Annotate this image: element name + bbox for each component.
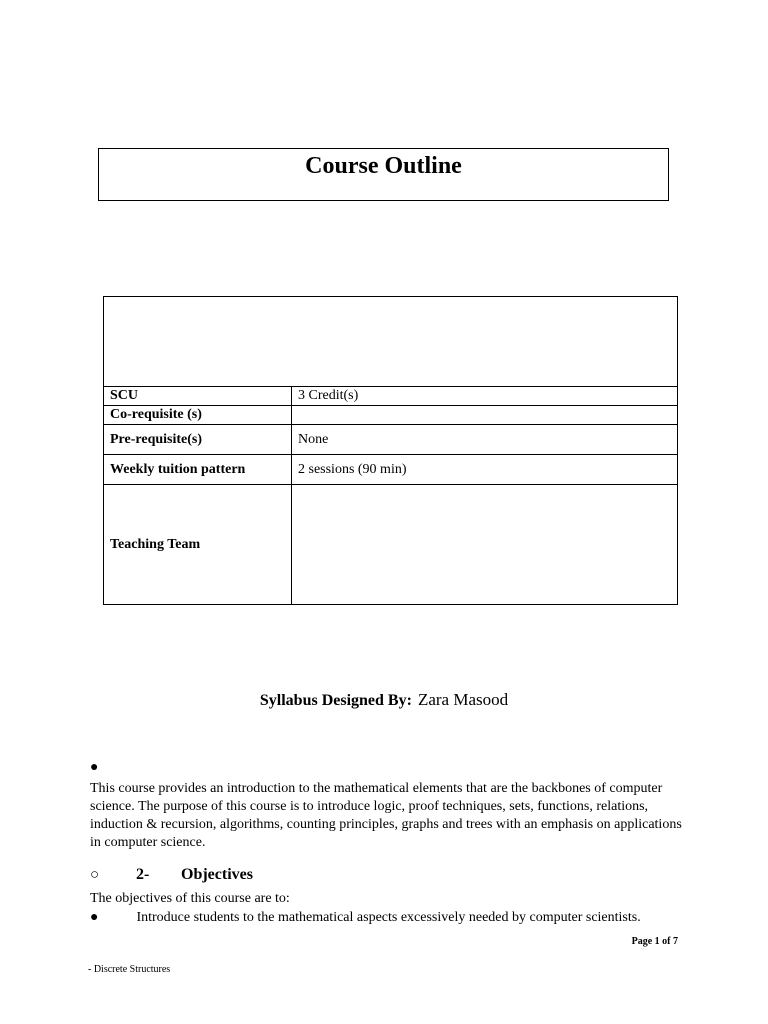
row-label: Weekly tuition pattern [104, 455, 292, 485]
page-of: of [662, 936, 671, 947]
footer-text: - Discrete Structures [88, 964, 171, 975]
row-value [292, 406, 678, 425]
table-row [104, 425, 678, 455]
bullet-icon: ● [90, 760, 99, 775]
page-label: Page [631, 936, 653, 947]
table-cell-blank [104, 297, 678, 387]
section-title: Objectives [181, 866, 253, 883]
table-row [104, 485, 678, 605]
row-value: None [292, 425, 678, 455]
row-value: 3 Credit(s) [292, 387, 678, 406]
page-current: 1 [654, 936, 660, 947]
table-row-blank [104, 297, 678, 387]
table-row [104, 406, 678, 425]
row-label: Pre-requisite(s) [104, 425, 292, 455]
course-info-table [103, 296, 678, 605]
page-total: 7 [673, 936, 678, 947]
page-title: Course Outline [305, 153, 462, 179]
page-number [560, 936, 678, 947]
table-row [104, 455, 678, 485]
row-label: Co-requisite (s) [104, 406, 292, 425]
syllabus-designer [0, 690, 768, 710]
row-label: Teaching Team [104, 485, 292, 605]
row-value [292, 485, 678, 605]
table-row [104, 387, 678, 406]
bullet-icon: ● [90, 910, 99, 925]
list-item-text: Introduce students to the mathematical aspects excessively needed by computer scientists. [136, 910, 641, 925]
list-item [90, 910, 641, 926]
objectives-heading [90, 866, 253, 884]
row-label: SCU [104, 387, 292, 406]
row-value: 2 sessions (90 min) [292, 455, 678, 485]
circle-bullet-icon: ○ [90, 867, 100, 883]
course-description: This course provides an introduction to the mathematical elements that are the backbones of computer science. The purpose of this course is to introduce logic, proof techniques, sets, functions, relations, induction & recursion, algorithms, counting principles, graphs and trees with an emphasis on applications in computer science. [90, 781, 682, 850]
objectives-intro: The objectives of this course are to: [90, 891, 290, 906]
title-box [98, 148, 669, 201]
section-number: 2- [136, 866, 150, 883]
designer-label: Syllabus Designed By: [259, 692, 412, 709]
designer-name: Zara Masood [417, 690, 509, 709]
